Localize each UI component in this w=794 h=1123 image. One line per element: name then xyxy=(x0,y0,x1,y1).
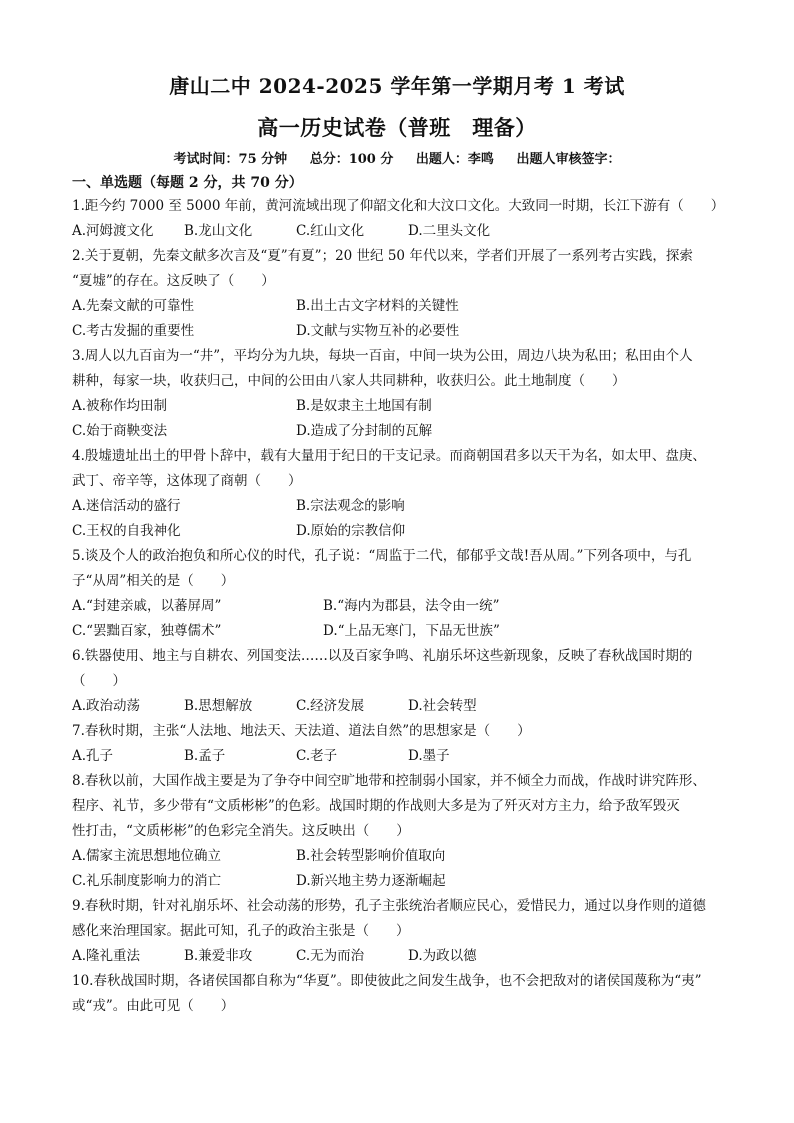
question-7-option-d: D.墨子 xyxy=(408,748,450,764)
question-3-stem-line-2: 耕种，每家一块，收获归己，中间的公田由八家人共同耕种，收获归公。此土地制度（ ） xyxy=(72,373,626,389)
question-author: 出题人：李鸣 xyxy=(415,152,494,167)
question-3-option-c: C.始于商鞅变法 xyxy=(72,423,168,439)
question-10-stem-line-1: 10.春秋战国时期，各诸侯国都自称为“华夏”。即使彼此之间发生战争，也不会把敌对的诸侯国蔑称为“夷” xyxy=(72,973,702,989)
exam-meta xyxy=(0,148,794,167)
question-4-option-b: B.宗法观念的影响 xyxy=(296,498,405,514)
exam-title: 唐山二中 2024-2025 学年第一学期月考 1 考试 xyxy=(169,74,625,98)
question-9-option-a: A.隆礼重法 xyxy=(72,948,141,964)
question-6-stem-line-1: 6.铁器使用、地主与自耕农、列国变法……以及百家争鸣、礼崩乐坏这些新现象，反映了春秋战国时期的 xyxy=(72,648,693,664)
question-1-option-b: B.龙山文化 xyxy=(184,223,253,239)
question-1-option-d: D.二里头文化 xyxy=(408,223,491,239)
question-1-option-c: C.红山文化 xyxy=(296,223,365,239)
exam-subtitle: 高一历史试卷（普班 理备） xyxy=(257,115,537,140)
question-8-option-d: D.新兴地主势力逐渐崛起 xyxy=(296,873,446,889)
question-5-option-a: A.“封建亲戚，以蕃屏周” xyxy=(72,598,222,614)
question-8-stem-line-1: 8.春秋以前，大国作战主要是为了争夺中间空旷地带和控制弱小国家，并不倾全力而战，作战时讲究阵形、 xyxy=(72,773,706,789)
section-title: 一、单选题（每题 2 分，共 70 分） xyxy=(72,175,303,191)
question-1-option-a: A.河姆渡文化 xyxy=(72,223,154,239)
question-9-option-c: C.无为而治 xyxy=(296,948,365,964)
question-7-option-c: C.老子 xyxy=(296,748,338,764)
question-9-option-b: B.兼爱非攻 xyxy=(184,948,253,964)
question-1-stem: 1.距今约 7000 至 5000 年前，黄河流域出现了仰韶文化和大汶口文化。大致同一时期，长江下游有（ ） xyxy=(72,198,725,214)
question-8-stem-line-3: 性打击，“文质彬彬”的色彩完全消失。这反映出（ ） xyxy=(72,823,410,839)
question-2-stem-line-1: 2.关于夏朝，先秦文献多次言及“夏”有夏”；20 世纪 50 年代以来，学者们开展了一系列考古实践，探索 xyxy=(72,248,693,264)
question-5-option-c: C.“罢黜百家，独尊儒术” xyxy=(72,623,222,639)
question-2-option-a: A.先秦文献的可靠性 xyxy=(72,298,195,314)
question-7-stem: 7.春秋时期，主张“人法地、地法天、天法道、道法自然”的思想家是（ ） xyxy=(72,723,531,739)
question-4-option-a: A.迷信活动的盛行 xyxy=(72,498,181,514)
question-9-option-d: D.为政以德 xyxy=(408,948,477,964)
question-8-option-c: C.礼乐制度影响力的消亡 xyxy=(72,873,222,889)
question-2-option-c: C.考古发掘的重要性 xyxy=(72,323,195,339)
question-5-stem-line-1: 5.谈及个人的政治抱负和所心仪的时代，孔子说：“周监于二代，郁郁乎文哉!吾从周。”下列各项中，与孔 xyxy=(72,548,692,564)
question-8-option-a: A.儒家主流思想地位确立 xyxy=(72,848,222,864)
question-6-stem-line-2: （ ） xyxy=(72,673,126,689)
question-9-stem-line-2: 感化来治理国家。据此可知，孔子的政治主张是（ ） xyxy=(72,923,410,939)
question-7-option-a: A.孔子 xyxy=(72,748,114,764)
question-4-stem-line-1: 4.殷墟遗址出土的甲骨卜辞中，载有大量用于纪日的干支记录。而商朝国君多以天干为名，如太甲、盘庚、 xyxy=(72,448,706,464)
reviewer-signature: 出题人审核签字： xyxy=(516,152,621,167)
exam-time: 考试时间：75 分钟 xyxy=(173,152,288,167)
question-3-option-d: D.造成了分封制的瓦解 xyxy=(296,423,433,439)
question-4-stem-line-2: 武丁、帝辛等，这体现了商朝（ ） xyxy=(72,473,302,489)
question-6-option-b: B.思想解放 xyxy=(184,698,253,714)
question-3-option-b: B.是奴隶主土地国有制 xyxy=(296,398,432,414)
question-7-option-b: B.孟子 xyxy=(184,748,226,764)
question-9-stem-line-1: 9.春秋时期，针对礼崩乐坏、社会动荡的形势，孔子主张统治者顺应民心，爱惜民力，通过以身作则的道德 xyxy=(72,898,706,914)
question-6-option-a: A.政治动荡 xyxy=(72,698,141,714)
question-8-option-b: B.社会转型影响价值取向 xyxy=(296,848,446,864)
question-4-option-d: D.原始的宗教信仰 xyxy=(296,523,406,539)
question-4-option-c: C.王权的自我神化 xyxy=(72,523,181,539)
question-10-stem-line-2: 或“戎”。由此可见（ ） xyxy=(72,998,235,1014)
question-6-option-c: C.经济发展 xyxy=(296,698,365,714)
question-5-option-d: D.“上品无寒门，下品无世族” xyxy=(323,623,500,639)
question-2-option-d: D.文献与实物互补的必要性 xyxy=(296,323,460,339)
question-3-option-a: A.被称作均田制 xyxy=(72,398,168,414)
question-2-option-b: B.出土古文字材料的关键性 xyxy=(296,298,459,314)
question-3-stem-line-1: 3.周人以九百亩为一“井”，平均分为九块，每块一百亩，中间一块为公田，周边八块为私田；私田由个人 xyxy=(72,348,693,364)
total-score: 总分：100 分 xyxy=(309,152,394,167)
question-5-stem-line-2: 子“从周”相关的是（ ） xyxy=(72,573,235,589)
question-5-option-b: B.“海内为郡县，法令由一统” xyxy=(323,598,500,614)
question-2-stem-line-2: “夏墟”的存在。这反映了（ ） xyxy=(72,273,275,289)
question-8-stem-line-2: 程序、礼节，多少带有“文质彬彬”的色彩。战国时期的作战则大多是为了歼灭对方主力，给予敌军毁灭 xyxy=(72,798,680,814)
question-6-option-d: D.社会转型 xyxy=(408,698,477,714)
